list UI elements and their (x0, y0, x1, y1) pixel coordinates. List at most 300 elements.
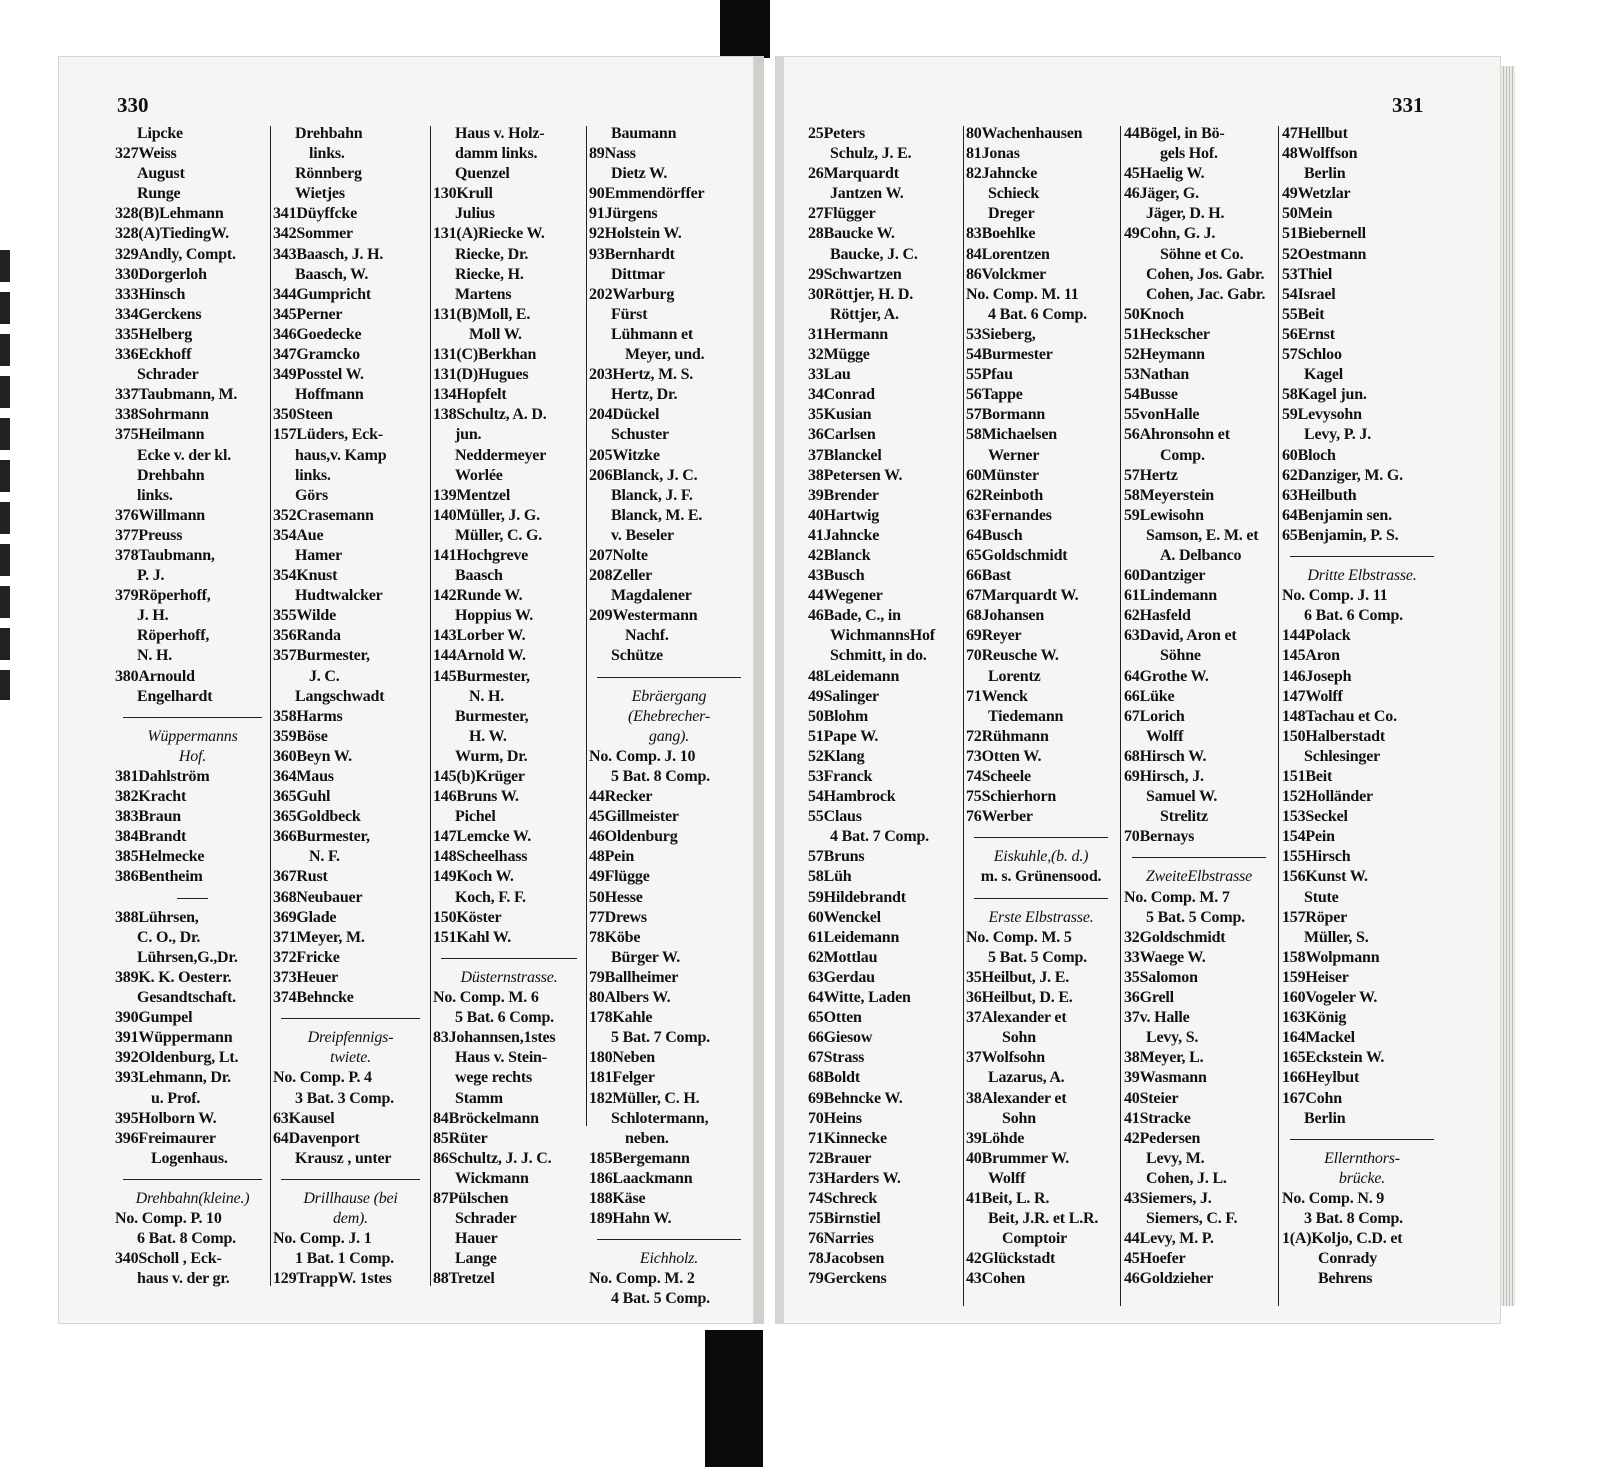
directory-entry: 157Röper (1282, 908, 1348, 926)
directory-entry: Burmester, (455, 707, 529, 725)
directory-entry: 25Peters (808, 125, 866, 142)
directory-entry: Baucke, J. C. (830, 245, 918, 263)
directory-entry: Sohn (1002, 1109, 1036, 1127)
directory-entry: 78Jacobsen (808, 1250, 885, 1268)
directory-entry: 54Israel (1282, 285, 1336, 303)
directory-entry: 365Guhl (273, 788, 331, 806)
directory-entry: 165Eckstein W. (1282, 1049, 1385, 1067)
binding-strap-bottom (705, 1330, 763, 1467)
directory-entry: 5 Bat. 8 Comp. (611, 768, 710, 785)
street-heading: Drillhause (bei (303, 1189, 398, 1207)
directory-entry: Jantzen W. (830, 185, 904, 203)
directory-entry: Krausz , unter (295, 1149, 392, 1167)
directory-entry: 334Gerckens (115, 305, 202, 323)
directory-entry: 378Taubmann, (115, 546, 215, 564)
directory-entry: 205Witzke (589, 446, 660, 464)
directory-entry: 364Maus (273, 768, 334, 785)
directory-entry: August (137, 165, 185, 183)
directory-entry: Worlée (455, 466, 503, 484)
directory-entry: Julius (455, 205, 495, 223)
directory-entry: 349Posstel W. (273, 366, 364, 384)
directory-entry: No. Comp. M. 7 (1124, 888, 1230, 906)
directory-entry: 333Hinsch (115, 285, 186, 303)
directory-entry: 49Cohn, G. J. (1124, 225, 1216, 243)
directory-entry: 150Köster (433, 908, 502, 926)
directory-entry: 139Mentzel (433, 486, 511, 504)
directory-entry: 376Willmann (115, 506, 205, 524)
directory-entry: 65Otten (808, 1009, 862, 1027)
directory-entry: Görs (295, 486, 328, 504)
directory-entry: 41Jahncke (808, 526, 880, 544)
directory-entry: 368Neubauer (273, 888, 363, 906)
directory-entry: No. Comp. P. 10 (115, 1210, 222, 1228)
directory-entry: 89Nass (589, 145, 636, 163)
directory-entry: 85Rüter (433, 1129, 488, 1147)
directory-entry: 5 Bat. 6 Comp. (455, 1009, 554, 1027)
directory-entry: 86Volckmer (966, 265, 1047, 283)
directory-entry: 329Andly, Compt. (115, 245, 236, 263)
directory-entry: 32Goldschmidt (1124, 928, 1226, 946)
directory-entry: m. s. Grünensood. (980, 868, 1102, 886)
directory-entry: 50Blohm (808, 707, 868, 725)
street-heading: ZweiteElbstrasse (1145, 868, 1253, 886)
directory-entry: 355Wilde (273, 607, 337, 625)
directory-entry: 46Goldzieher (1124, 1270, 1214, 1288)
directory-entry: 373Heuer (273, 968, 339, 986)
directory-entry: 40Steier (1124, 1089, 1179, 1107)
directory-entry: 80Albers W. (589, 989, 671, 1007)
directory-entry: 37Blanckel (808, 446, 882, 464)
directory-entry: Drehbahn (137, 466, 205, 484)
directory-entry: Hertz, Dr. (611, 386, 678, 404)
section-divider (273, 1169, 428, 1189)
directory-entry: Hoppius W. (455, 607, 534, 625)
directory-entry: P. J. (137, 567, 165, 585)
directory-entry: Lipcke (137, 125, 183, 142)
directory-entry: Schrader (137, 366, 199, 384)
directory-entry: 57Bruns (808, 848, 865, 866)
directory-entry: No. Comp. N. 9 (1282, 1189, 1385, 1207)
directory-entry: Haus v. Stein- (455, 1049, 547, 1067)
directory-entry: Blanck, M. E. (611, 506, 703, 524)
directory-entry: Comp. (1160, 446, 1205, 464)
directory-entry: 129TrappW. 1stes (273, 1270, 392, 1288)
directory-entry: 61Lindemann (1124, 587, 1217, 605)
section-divider (589, 667, 749, 687)
directory-entry: 207Nolte (589, 546, 648, 564)
directory-entry: 91Jürgens (589, 205, 658, 223)
directory-entry: 390Gumpel (115, 1009, 193, 1027)
directory-entry: Wickmann (455, 1169, 529, 1187)
directory-entry: 45Hoefer (1124, 1250, 1186, 1268)
directory-entry: 335Helberg (115, 325, 193, 343)
directory-entry: 37Alexander et (966, 1009, 1067, 1027)
directory-entry: 54Busse (1124, 386, 1178, 404)
directory-entry: Kagel (1304, 366, 1343, 384)
directory-entry: 181Felger (589, 1069, 655, 1087)
directory-entry: Conrady (1318, 1250, 1378, 1268)
directory-entry: 70Heins (808, 1109, 862, 1127)
directory-entry: 386Bentheim (115, 868, 203, 886)
directory-entry: links. (309, 145, 345, 163)
directory-entry: 77Drews (589, 908, 647, 926)
directory-entry: 31Hermann (808, 325, 888, 343)
directory-entry: N. H. (469, 687, 505, 705)
directory-entry: 380Arnould (115, 667, 195, 685)
directory-entry: 60Bloch (1282, 446, 1336, 464)
directory-entry: No. Comp. J. 10 (589, 747, 696, 765)
directory-entry: 1(A)Koljo, C.D. et (1282, 1230, 1403, 1248)
directory-entry: 155Hirsch (1282, 848, 1351, 866)
directory-entry: Drehbahn (295, 125, 363, 142)
directory-entry: 56Ahronsohn et (1124, 426, 1230, 444)
directory-entry: Wurm, Dr. (455, 747, 528, 765)
directory-entry: Beit, J.R. et L.R. (988, 1210, 1099, 1228)
directory-entry: 45Haelig W. (1124, 165, 1205, 183)
directory-entry: 44Bögel, in Bö- (1124, 125, 1225, 142)
directory-entry: 354Knust (273, 567, 338, 585)
directory-entry: Pichel (455, 808, 496, 826)
directory-entry: Sohn (1002, 1029, 1036, 1047)
directory-entry: 375Heilmann (115, 426, 205, 444)
directory-entry: 65Benjamin, P. S. (1282, 526, 1399, 544)
street-heading: brücke. (1338, 1169, 1386, 1187)
directory-entry: 86Schultz, J. J. C. (433, 1149, 552, 1167)
directory-entry: 46Jäger, G. (1124, 185, 1199, 203)
directory-entry: 330Dorgerloh (115, 265, 207, 283)
directory-entry: Riecke, H. (455, 265, 524, 283)
directory-entry: 336Eckhoff (115, 346, 192, 364)
directory-entry: 6 Bat. 8 Comp. (137, 1230, 236, 1248)
directory-entry: 156Kunst W. (1282, 868, 1368, 886)
directory-entry: Martens (455, 285, 512, 303)
directory-entry: 47Hellbut (1282, 125, 1348, 142)
directory-entry: 38Meyer, L. (1124, 1049, 1204, 1067)
section-divider (1124, 847, 1274, 867)
directory-entry: 42Glückstadt (966, 1250, 1056, 1268)
directory-entry: 347Gramcko (273, 346, 360, 364)
binding-strap-top (720, 0, 770, 58)
directory-entry: Schieck (988, 185, 1040, 203)
directory-entry: 37Wolfsohn (966, 1049, 1045, 1067)
street-heading: twiete. (330, 1049, 371, 1067)
directory-entry: 134Hopfelt (433, 386, 507, 404)
directory-entry: Baumann (611, 125, 677, 142)
directory-entry: 93Bernhardt (589, 245, 675, 263)
directory-entry: 383Braun (115, 808, 181, 826)
street-heading: (Ehebrecher- (628, 707, 710, 725)
directory-entry: Samuel W. (1146, 788, 1218, 806)
directory-entry: 208Zeller (589, 567, 653, 585)
directory-entry: Wietjes (295, 185, 345, 203)
directory-entry: 3 Bat. 3 Comp. (295, 1089, 394, 1107)
directory-entry: No. Comp. J. 11 (1282, 587, 1388, 605)
directory-entry: 160Vogeler W. (1282, 989, 1378, 1007)
directory-entry: 4 Bat. 6 Comp. (988, 305, 1087, 323)
directory-entry: 66Giesow (808, 1029, 873, 1047)
directory-entry: 66Lüke (1124, 687, 1175, 705)
directory-entry: 63Gerdau (808, 968, 875, 986)
directory-column-6 (966, 124, 1116, 1289)
directory-entry: Neddermeyer (455, 446, 547, 464)
directory-entry: 164Mackel (1282, 1029, 1355, 1047)
directory-entry: Comptoir (1002, 1230, 1068, 1248)
directory-entry: 37v. Halle (1124, 1009, 1190, 1027)
directory-entry: 145Burmester, (433, 667, 530, 685)
directory-entry: 54Hambrock (808, 788, 896, 806)
directory-entry: Cohen, Jac. Gabr. (1146, 285, 1266, 303)
directory-entry: 55vonHalle (1124, 406, 1200, 424)
directory-entry: Behrens (1318, 1270, 1373, 1288)
directory-entry: 36Heilbut, D. E. (966, 989, 1073, 1007)
directory-entry: 328(B)Lehmann (115, 205, 224, 223)
street-heading: Erste Elbstrasse. (988, 908, 1094, 926)
directory-entry: 64Benjamin sen. (1282, 506, 1392, 524)
street-heading: Ellernthors- (1324, 1149, 1400, 1167)
column-rule (1278, 126, 1279, 1306)
page-edge-margin (0, 250, 10, 700)
page-number-right: 331 (1392, 93, 1424, 117)
directory-entry: N. F. (309, 848, 340, 866)
directory-entry: 392Oldenburg, Lt. (115, 1049, 239, 1067)
directory-entry: 153Seckel (1282, 808, 1348, 826)
directory-entry: 71Kinnecke (808, 1129, 887, 1147)
directory-entry: No. Comp. J. 1 (273, 1230, 372, 1248)
directory-entry: 55Beit (1282, 305, 1325, 323)
street-heading: Dritte Elbstrasse. (1307, 567, 1417, 585)
directory-entry: 206Blanck, J. C. (589, 466, 698, 484)
directory-entry: No. Comp. M. 2 (589, 1270, 695, 1288)
directory-entry: 58Meyerstein (1124, 486, 1215, 504)
directory-entry: 344Gumpricht (273, 285, 372, 303)
directory-entry: 341Düyffcke (273, 205, 358, 223)
directory-entry: gels Hof. (1160, 145, 1218, 163)
directory-column-4 (589, 124, 749, 1310)
directory-entry: 3 Bat. 8 Comp. (1304, 1210, 1403, 1228)
directory-entry: 62Hasfeld (1124, 607, 1191, 625)
directory-entry: Stamm (455, 1089, 503, 1107)
directory-entry: 56Tappe (966, 386, 1023, 404)
directory-entry: Hamer (295, 546, 342, 564)
directory-entry: 209Westermann (589, 607, 698, 625)
directory-entry: Baasch (455, 567, 503, 585)
directory-entry: Müller, C. G. (455, 526, 543, 544)
directory-entry: 345Perner (273, 305, 343, 323)
directory-entry: 44Wegener (808, 587, 883, 605)
section-divider (273, 1008, 428, 1028)
directory-entry: 56Ernst (1282, 325, 1335, 343)
directory-entry: 359Böse (273, 727, 328, 745)
directory-entry: 202Warburg (589, 285, 675, 303)
directory-entry: 352Crasemann (273, 506, 374, 524)
directory-entry: Engelhardt (137, 687, 213, 705)
directory-entry: 83Boehlke (966, 225, 1036, 243)
directory-entry: 82Jahncke (966, 165, 1038, 183)
directory-entry: 327Weiss (115, 145, 177, 163)
directory-entry: 203Hertz, M. S. (589, 366, 694, 384)
directory-entry: Wolff (988, 1169, 1026, 1187)
directory-entry: J. C. (309, 667, 340, 685)
directory-entry: 185Bergemann (589, 1149, 690, 1167)
directory-entry: 73Harders W. (808, 1169, 901, 1187)
directory-entry: 51Biebernell (1282, 225, 1366, 243)
directory-entry: links. (137, 486, 173, 504)
directory-entry: 4 Bat. 5 Comp. (611, 1290, 710, 1308)
directory-entry: 142Runde W. (433, 587, 523, 605)
directory-entry: 163König (1282, 1009, 1347, 1027)
directory-entry: 41Stracke (1124, 1109, 1191, 1127)
directory-entry: 36Grell (1124, 989, 1174, 1007)
directory-entry: 154Pein (1282, 828, 1335, 846)
directory-entry: 150Halberstadt (1282, 727, 1385, 745)
street-heading: Eiskuhle,(b. d.) (993, 848, 1089, 866)
directory-entry: 49Salinger (808, 687, 879, 705)
directory-entry: 395Holborn W. (115, 1109, 217, 1127)
directory-entry: 33Waege W. (1124, 948, 1206, 966)
directory-entry: 371Meyer, M. (273, 928, 365, 946)
directory-entry: 144Arnold W. (433, 647, 526, 665)
directory-entry: 41Beit, L. R. (966, 1189, 1050, 1207)
directory-entry: 39Löhde (966, 1129, 1025, 1147)
directory-entry: Gesandtschaft. (137, 989, 236, 1007)
directory-entry: Dittmar (611, 265, 665, 283)
directory-entry: 74Scheele (966, 768, 1031, 785)
directory-entry: 60Dantziger (1124, 567, 1206, 585)
column-rule (1120, 126, 1121, 1306)
directory-entry: jun. (455, 426, 482, 444)
directory-entry: 148Tachau et Co. (1282, 707, 1397, 725)
directory-entry: 146Bruns W. (433, 788, 519, 806)
directory-entry: 68Hirsch W. (1124, 747, 1207, 765)
directory-entry: 69Behncke W. (808, 1089, 903, 1107)
directory-entry: Schrader (455, 1210, 517, 1228)
directory-entry: Dreger (988, 205, 1035, 223)
directory-entry: damm links. (455, 145, 538, 163)
street-heading: gang). (648, 727, 690, 745)
directory-entry: 75Schierhorn (966, 788, 1057, 806)
directory-entry: 33Lau (808, 366, 851, 384)
directory-entry: 374Behncke (273, 989, 354, 1007)
directory-entry: 377Preuss (115, 526, 183, 544)
directory-entry: 158Wolpmann (1282, 948, 1380, 966)
directory-entry: 356Randa (273, 627, 341, 645)
directory-column-8 (1282, 124, 1442, 1289)
directory-entry: Lange (455, 1250, 497, 1268)
directory-entry: 151Kahl W. (433, 928, 512, 946)
directory-entry: 39Wasmann (1124, 1069, 1207, 1087)
directory-entry: 43Cohen (966, 1270, 1026, 1288)
directory-entry: 152Holländer (1282, 788, 1373, 806)
directory-entry: 57Hertz (1124, 466, 1178, 484)
directory-entry: Müller, S. (1304, 928, 1369, 946)
directory-entry: 30Röttjer, H. D. (808, 285, 914, 303)
directory-entry: Blanck, J. F. (611, 486, 693, 504)
directory-entry: 68Boldt (808, 1069, 860, 1087)
directory-entry: 188Käse (589, 1189, 646, 1207)
directory-entry: 64Busch (966, 526, 1023, 544)
directory-entry: Langschwadt (295, 687, 385, 705)
directory-entry: Levy, P. J. (1304, 426, 1371, 444)
directory-entry: Lührsen,G.,Dr. (137, 948, 238, 966)
directory-entry: 372Fricke (273, 948, 340, 966)
directory-entry: Dietz W. (611, 165, 668, 183)
directory-entry: 35Heilbut, J. E. (966, 968, 1070, 986)
street-heading: Düsternstrasse. (460, 968, 558, 986)
directory-entry: 159Heiser (1282, 968, 1349, 986)
directory-entry: 60Wenckel (808, 908, 881, 926)
section-divider (966, 888, 1116, 908)
directory-entry: Cohen, J. L. (1146, 1169, 1227, 1187)
directory-entry: Fürst (611, 305, 648, 323)
directory-entry: 338Sohrmann (115, 406, 209, 424)
directory-entry: 385Helmecke (115, 848, 205, 866)
directory-entry: Werner (988, 446, 1040, 464)
directory-entry: 67Lorich (1124, 707, 1185, 725)
directory-entry: 65Goldschmidt (966, 546, 1068, 564)
directory-entry: 62Mottlau (808, 948, 878, 966)
directory-entry: 328(A)TiedingW. (115, 225, 229, 243)
directory-entry: 92Holstein W. (589, 225, 682, 243)
directory-entry: 51Pape W. (808, 727, 879, 745)
directory-entry: Hauer (455, 1230, 498, 1248)
directory-entry: 131(B)Moll, E. (433, 305, 531, 323)
directory-entry: Söhne et Co. (1160, 245, 1244, 263)
directory-entry: 68Johansen (966, 607, 1045, 625)
directory-entry: 144Polack (1282, 627, 1351, 645)
directory-entry: 79Gerckens (808, 1270, 887, 1288)
directory-entry: Logenhaus. (151, 1149, 228, 1167)
directory-column-1 (115, 124, 270, 1289)
directory-entry: Bürger W. (611, 948, 681, 966)
directory-entry: 78Köbe (589, 928, 641, 946)
directory-entry: 388Lührsen, (115, 908, 199, 926)
directory-entry: 71Wenck (966, 687, 1028, 705)
directory-entry: Hoffmann (295, 386, 364, 404)
directory-entry: 50Hesse (589, 888, 643, 906)
directory-entry: 50Knoch (1124, 305, 1184, 323)
directory-entry: 167Cohn (1282, 1089, 1342, 1107)
directory-entry: 396Freimaurer (115, 1129, 216, 1147)
directory-entry: 87Pülschen (433, 1189, 509, 1207)
directory-entry: 138Schultz, A. D. (433, 406, 547, 424)
directory-entry: 369Glade (273, 908, 337, 926)
directory-entry: 379Röperhoff, (115, 587, 211, 605)
directory-entry: 73Otten W. (966, 747, 1042, 765)
section-divider (1282, 546, 1442, 566)
directory-entry: 80Wachenhausen (966, 125, 1083, 142)
section-divider (115, 1169, 270, 1189)
directory-entry: 43Siemers, J. (1124, 1189, 1212, 1207)
directory-entry: Lühmann et (611, 325, 694, 343)
directory-entry: Röttjer, A. (830, 305, 899, 323)
directory-entry: 26Marquardt (808, 165, 899, 183)
directory-entry: 27Flügger (808, 205, 876, 223)
directory-entry: 180Neben (589, 1049, 655, 1067)
directory-entry: 346Goedecke (273, 325, 362, 343)
directory-entry: Schütze (611, 647, 663, 665)
directory-entry: 53Nathan (1124, 366, 1190, 384)
directory-entry: 358Harms (273, 707, 343, 725)
directory-entry: 66Bast (966, 567, 1012, 585)
section-divider (1282, 1129, 1442, 1149)
directory-entry: 58Lüh (808, 868, 852, 886)
directory-entry: 130Krull (433, 185, 493, 203)
directory-entry: 53Thiel (1282, 265, 1333, 283)
directory-entry: 69Reyer (966, 627, 1022, 645)
directory-entry: u. Prof. (151, 1089, 201, 1107)
directory-entry: 147Wolff (1282, 687, 1343, 705)
directory-entry: 5 Bat. 7 Comp. (611, 1029, 710, 1047)
